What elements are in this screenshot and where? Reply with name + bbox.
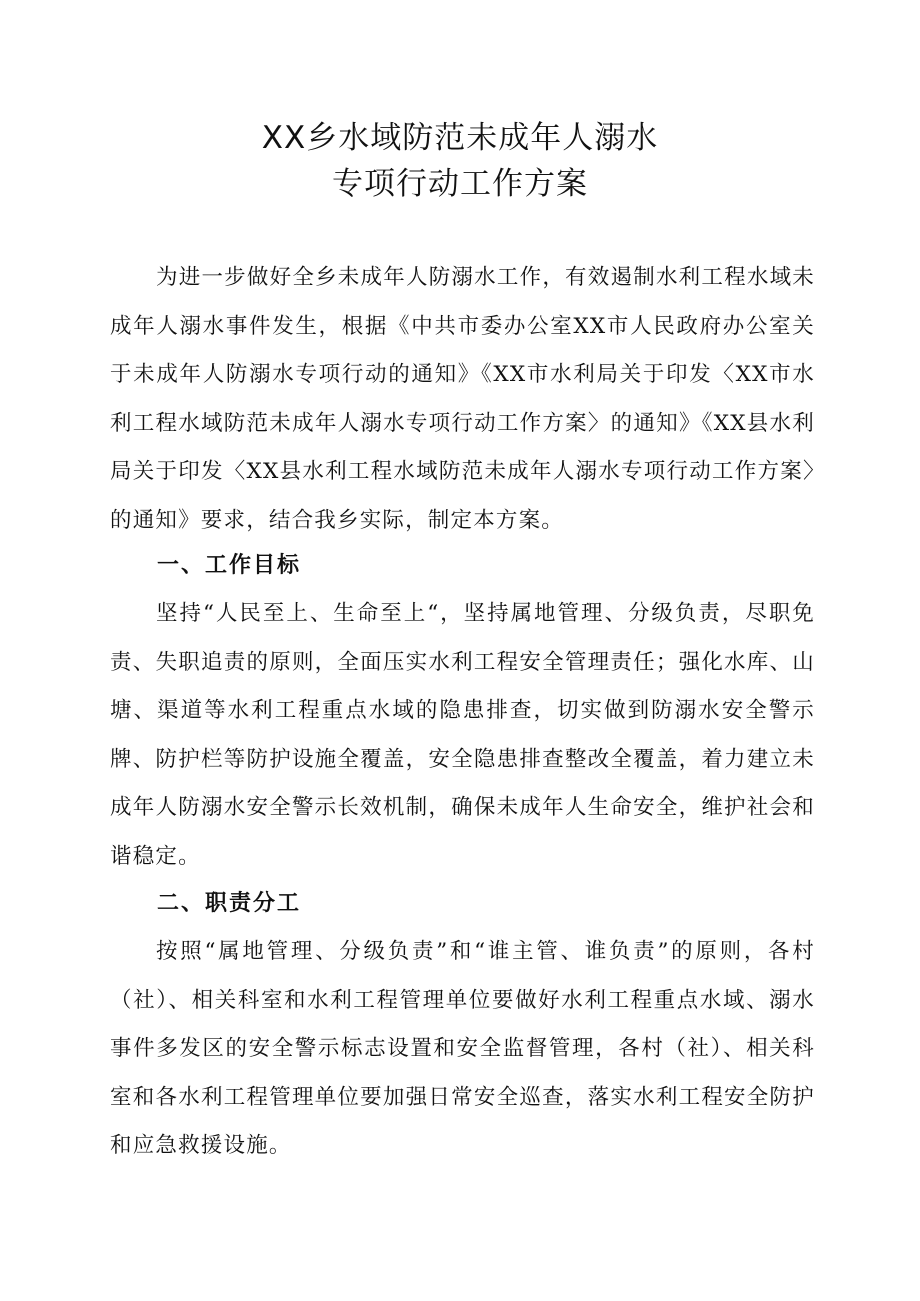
section-paragraph-goals: 坚持“人民至上、生命至上“，坚持属地管理、分级负责，尽职免责、失职追责的原则，全面压实水利工程安全管理责任；强化水库、山塘、渠道等水利工程重点水域的隐患排查，切实做到防溺水安全警示牌、防护栏等防护设施全覆盖，安全隐患排查整改全覆盖，着力建立未成年人防溺水安全警示长效机制，确保未成年人生命安全，维护社会和谐稳定。 bbox=[110, 601, 815, 869]
document-title-line-2: 专项行动工作方案 bbox=[332, 166, 588, 202]
section-heading-responsibilities: 二、职责分工 bbox=[157, 891, 302, 916]
section-paragraph-responsibilities: 按照“属地管理、分级负责”和“谁主管、谁负责”的原则，各村（社）、相关科室和水利工程管理单位要做好水利工程重点水域、溺水事件多发区的安全警示标志设置和安全监督管理，各村（社）、相关科室和各水利工程管理单位要加强日常安全巡查，落实水利工程安全防护和应急救援设施。 bbox=[110, 939, 815, 1159]
intro-paragraph: 为进一步做好全乡未成年人防溺水工作，有效遏制水利工程水域未成年人溺水事件发生，根据《中共市委办公室XX市人民政府办公室关于未成年人防溺水专项行动的通知》《XX市水利局关于印发〈XX市水利工程水域防范未成年人溺水专项行动工作方案〉的通知》《XX县水利局关于印发〈XX县水利工程水域防范未成年人溺水专项行动工作方案〉的通知》要求，结合我乡实际，制定本方案。 bbox=[110, 265, 815, 533]
document-title-line-1: XX乡水域防范未成年人溺水 bbox=[261, 120, 659, 156]
section-heading-goals: 一、工作目标 bbox=[157, 553, 302, 578]
